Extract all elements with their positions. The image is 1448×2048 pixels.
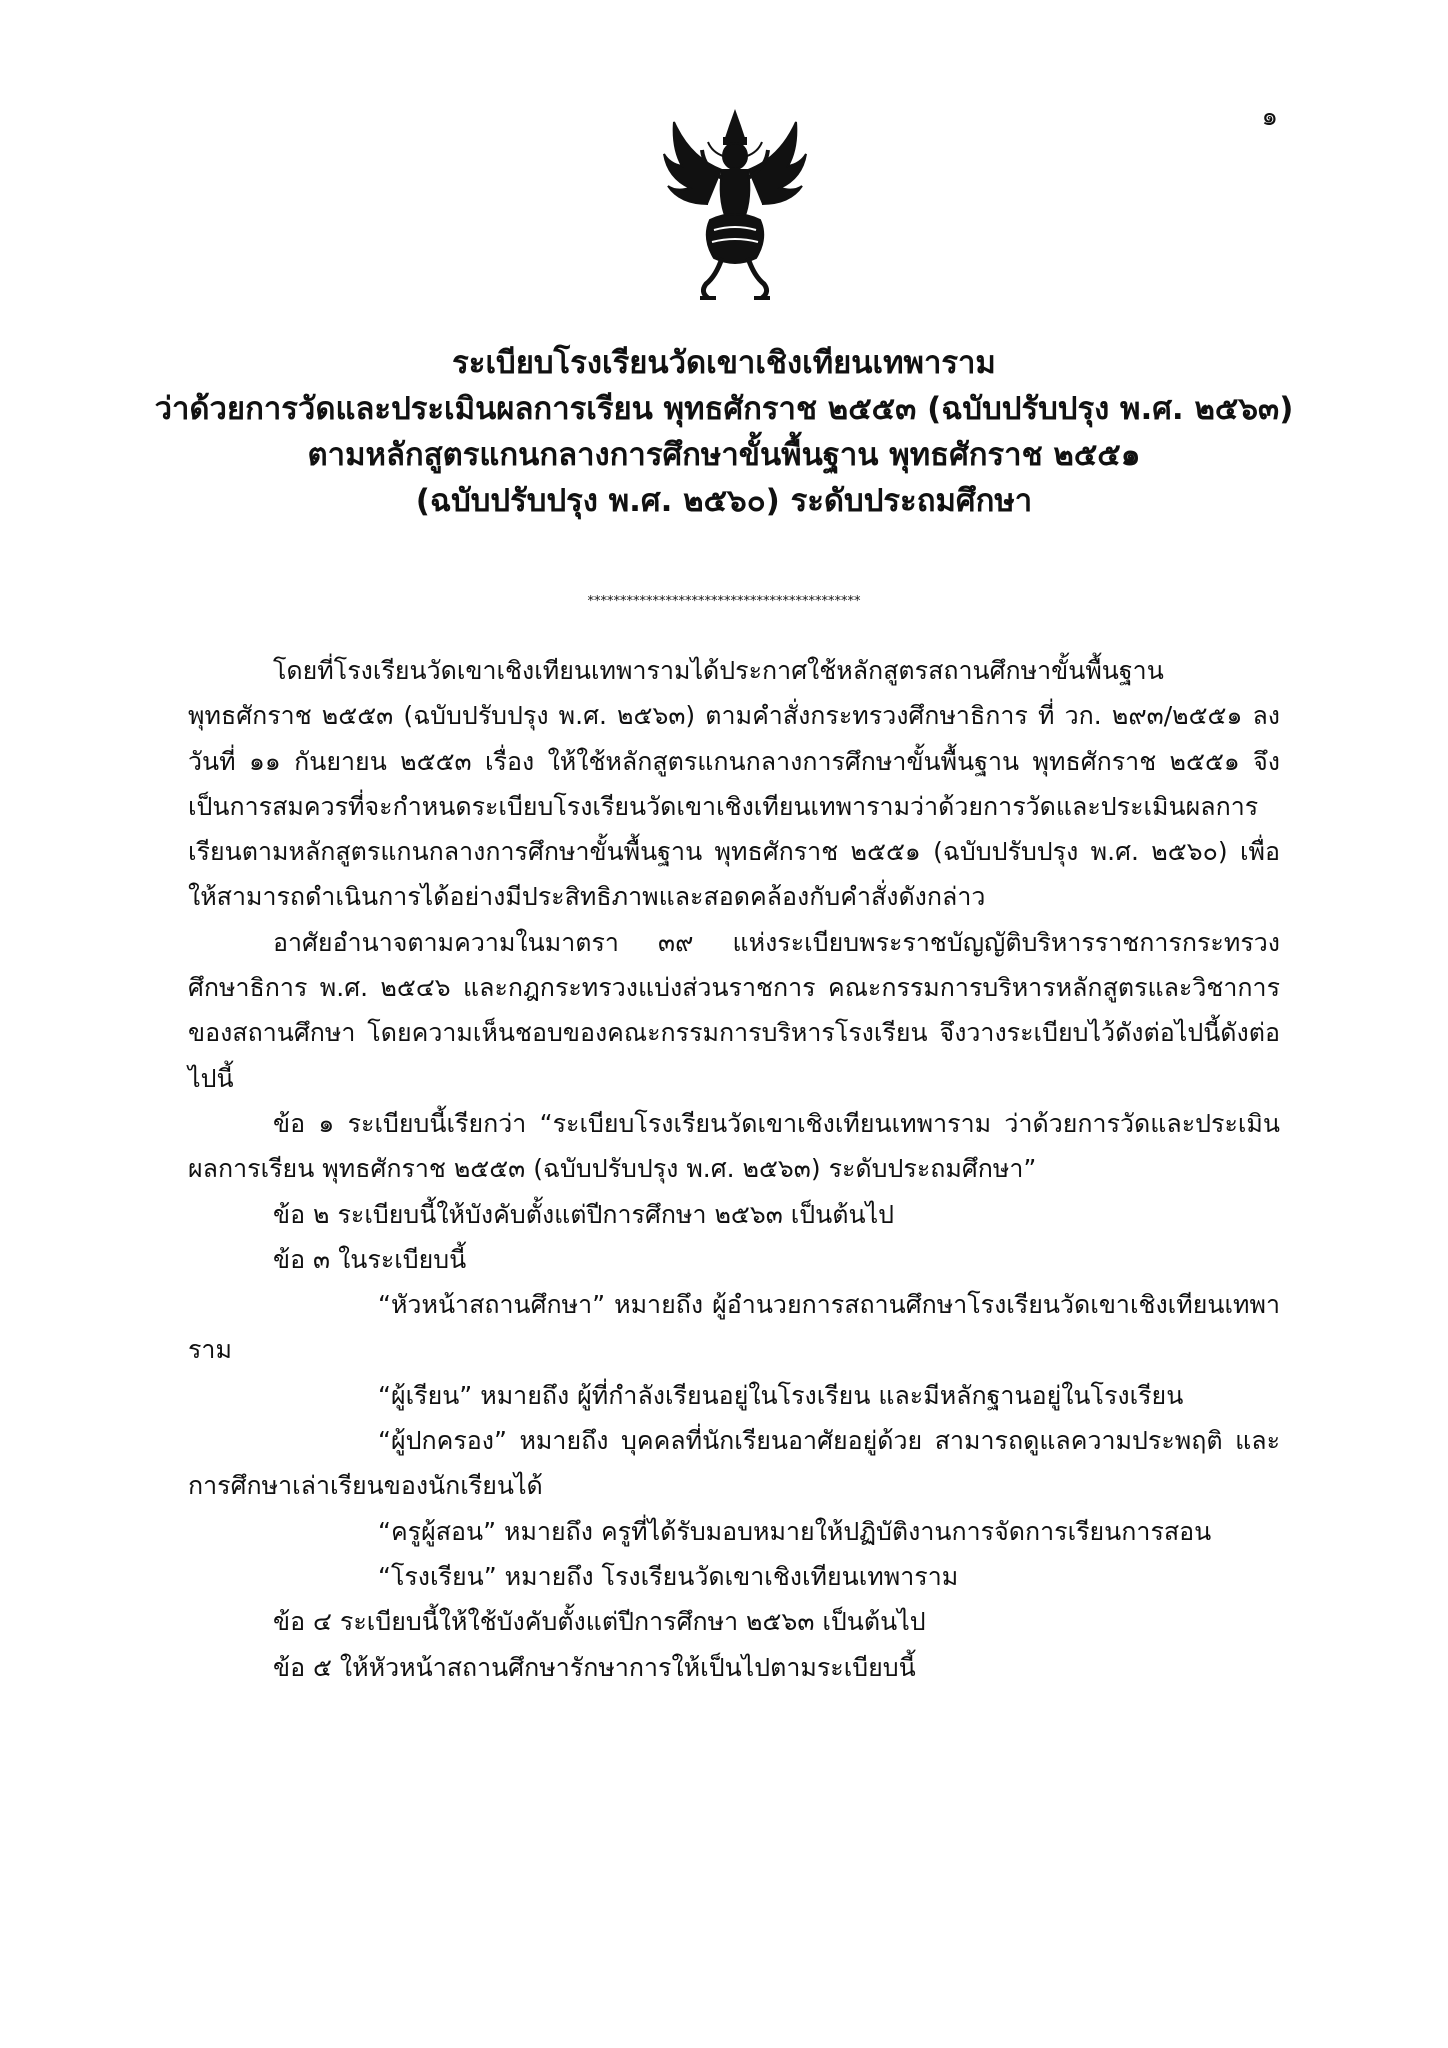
asterisk-divider: ****************************************** bbox=[587, 594, 861, 609]
definition-teacher: “ครูผู้สอน” หมายถึง ครูที่ได้รับมอบหมายให้ปฏิบัติงานการจัดการเรียนการสอน bbox=[378, 1516, 1212, 1546]
title-line-4: (ฉบับปรับปรุง พ.ศ. ๒๕๖๐) ระดับประถมศึกษา bbox=[415, 483, 1033, 519]
authority-paragraph: อาศัยอำนาจตามความในมาตรา ๓๙ แห่งระเบียบพระราชบัญญัติบริหารราชการกระทรวงศึกษาธิการ พ.ศ. ๒๕๔๖ และกฎกระทรวงแบ่งส่วนราชการ คณะกรรมการบริหารหลักสูตรและวิชาการของสถานศึกษา โดยความเห็นชอบของคณะกรรมการบริหารโรงเรียน จึงวางระเบียบไว้ดังต่อไปนี้ดังต่อไปนี้ bbox=[188, 927, 1280, 1093]
preamble-paragraph: โดยที่โรงเรียนวัดเขาเชิงเทียนเทพารามได้ประกาศใช้หลักสูตรสถานศึกษาขั้นพื้นฐาน พุทธศักราช ๒๕๕๓ (ฉบับปรับปรุง พ.ศ. ๒๕๖๓) ตามคำสั่งกระทรวงศึกษาธิการ ที่ วก. ๒๙๓/๒๕๕๑ ลงวันที่ ๑๑ กันยายน ๒๕๕๓ เรื่อง ให้ใช้หลักสูตรแกนกลางการศึกษาขั้นพื้นฐาน พุทธศักราช ๒๕๕๑ จึงเป็นการสมควรที่จะกำหนดระเบียบโรงเรียนวัดเขาเชิงเทียนเทพารามว่าด้วยการวัดและประเมินผลการเรียนตามหลักสูตรแกนกลางการศึกษาขั้นพื้นฐาน พุทธศักราช ๒๕๕๑ (ฉบับปรับปรุง พ.ศ. ๒๕๖๐) เพื่อให้สามารถดำเนินการได้อย่างมีประสิทธิภาพและสอดคล้องกับคำสั่งดังกล่าว bbox=[188, 656, 1280, 912]
garuda-emblem-icon bbox=[660, 108, 810, 306]
clause-3: ข้อ ๓ ในระเบียบนี้ bbox=[273, 1244, 467, 1274]
definition-head-of-school: “หัวหน้าสถานศึกษา” หมายถึง ผู้อำนวยการสถานศึกษาโรงเรียนวัดเขาเชิงเทียนเทพาราม bbox=[188, 1290, 1280, 1365]
clause-5: ข้อ ๕ ให้หัวหน้าสถานศึกษารักษาการให้เป็นไปตามระเบียบนี้ bbox=[273, 1652, 916, 1682]
definition-guardian: “ผู้ปกครอง” หมายถึง บุคคลที่นักเรียนอาศัยอยู่ด้วย สามารถดูแลความประพฤติ และการศึกษาเล่าเรียนของนักเรียนได้ bbox=[188, 1426, 1280, 1501]
clause-4: ข้อ ๔ ระเบียบนี้ให้ใช้บังคับตั้งแต่ปีการศึกษา ๒๕๖๓ เป็นต้นไป bbox=[273, 1607, 926, 1637]
page-number: ๑ bbox=[1261, 102, 1278, 132]
title-line-2: ว่าด้วยการวัดและประเมินผลการเรียน พุทธศักราช ๒๕๕๓ (ฉบับปรับปรุง พ.ศ. ๒๕๖๓) bbox=[154, 391, 1294, 427]
document-body bbox=[188, 648, 1280, 1690]
document-title bbox=[100, 340, 1348, 524]
clause-2: ข้อ ๒ ระเบียบนี้ให้บังคับตั้งแต่ปีการศึกษา ๒๕๖๓ เป็นต้นไป bbox=[273, 1199, 895, 1229]
title-line-3: ตามหลักสูตรแกนกลางการศึกษาขั้นพื้นฐาน พุทธศักราช ๒๕๕๑ bbox=[307, 437, 1141, 473]
definition-learner: “ผู้เรียน” หมายถึง ผู้ที่กำลังเรียนอยู่ในโรงเรียน และมีหลักฐานอยู่ในโรงเรียน bbox=[378, 1380, 1184, 1410]
title-line-1: ระเบียบโรงเรียนวัดเขาเชิงเทียนเทพาราม bbox=[452, 345, 996, 381]
definition-school: “โรงเรียน” หมายถึง โรงเรียนวัดเขาเชิงเทียนเทพาราม bbox=[378, 1561, 959, 1591]
clause-1: ข้อ ๑ ระเบียบนี้เรียกว่า “ระเบียบโรงเรียนวัดเขาเชิงเทียนเทพาราม ว่าด้วยการวัดและประเมินผลการเรียน พุทธศักราช ๒๕๕๓ (ฉบับปรับปรุง พ.ศ. ๒๕๖๓) ระดับประถมศึกษา” bbox=[188, 1108, 1280, 1184]
